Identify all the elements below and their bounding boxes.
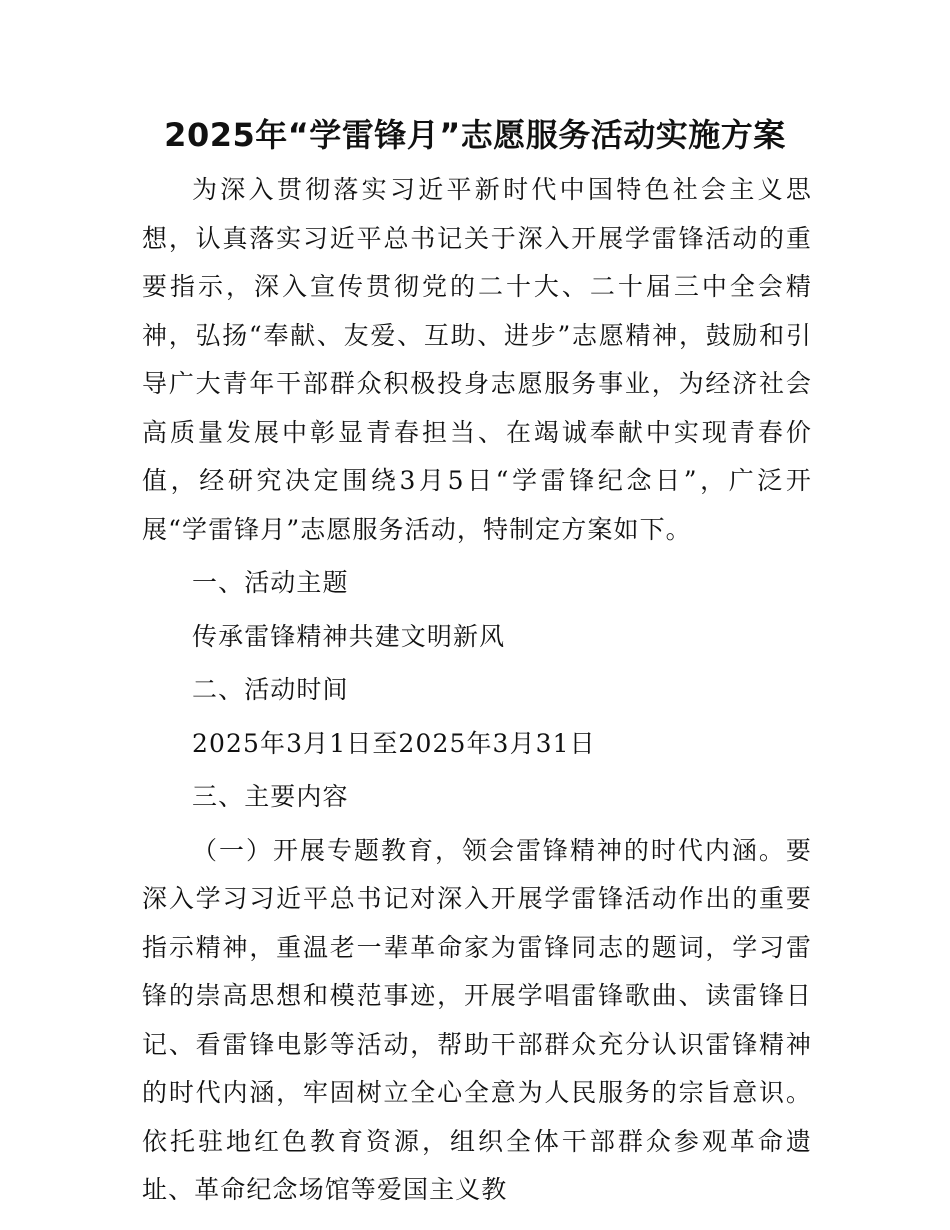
- section-heading-time: 二、活动时间: [192, 675, 349, 704]
- section-paragraph-content-1: （一）开展专题教育，领会雷锋精神的时代内涵。要深入学习习近平总书记对深入开展学雷锋活动作出的重要指示精神，重温老一辈革命家为雷锋同志的题词，学习雷锋的崇高思想和模范事迹，开展学唱雷锋歌曲、读雷锋日记、看雷锋电影等活动，帮助干部群众充分认识雷锋精神的时代内涵，牢固树立全心全意为人民服务的宗旨意识。依托驻地红色教育资源，组织全体干部群众参观革命遗址、革命纪念场馆等爱国主义教: [142, 835, 812, 1204]
- intro-paragraph: 为深入贯彻落实习近平新时代中国特色社会主义思想，认真落实习近平总书记关于深入开展学雷锋活动的重要指示，深入宣传贯彻党的二十大、二十届三中全会精神，弘扬“奉献、友爱、互助、进步”志愿精神，鼓励和引导广大青年干部群众积极投身志愿服务事业，为经济社会高质量发展中彰显青春担当、在竭诚奉献中实现青春价值，经研究决定围绕3月5日“学雷锋纪念日”，广泛开展“学雷锋月”志愿服务活动，特制定方案如下。: [142, 175, 812, 544]
- section-text-time: 2025年3月1日至2025年3月31日: [192, 728, 596, 758]
- document-body: [142, 166, 812, 1215]
- section-heading-theme: 一、活动主题: [192, 568, 349, 597]
- document-title: 2025年“学雷锋月”志愿服务活动实施方案: [164, 116, 786, 154]
- section-text-theme: 传承雷锋精神共建文明新风: [192, 621, 506, 651]
- section-heading-content: 三、主要内容: [192, 782, 349, 811]
